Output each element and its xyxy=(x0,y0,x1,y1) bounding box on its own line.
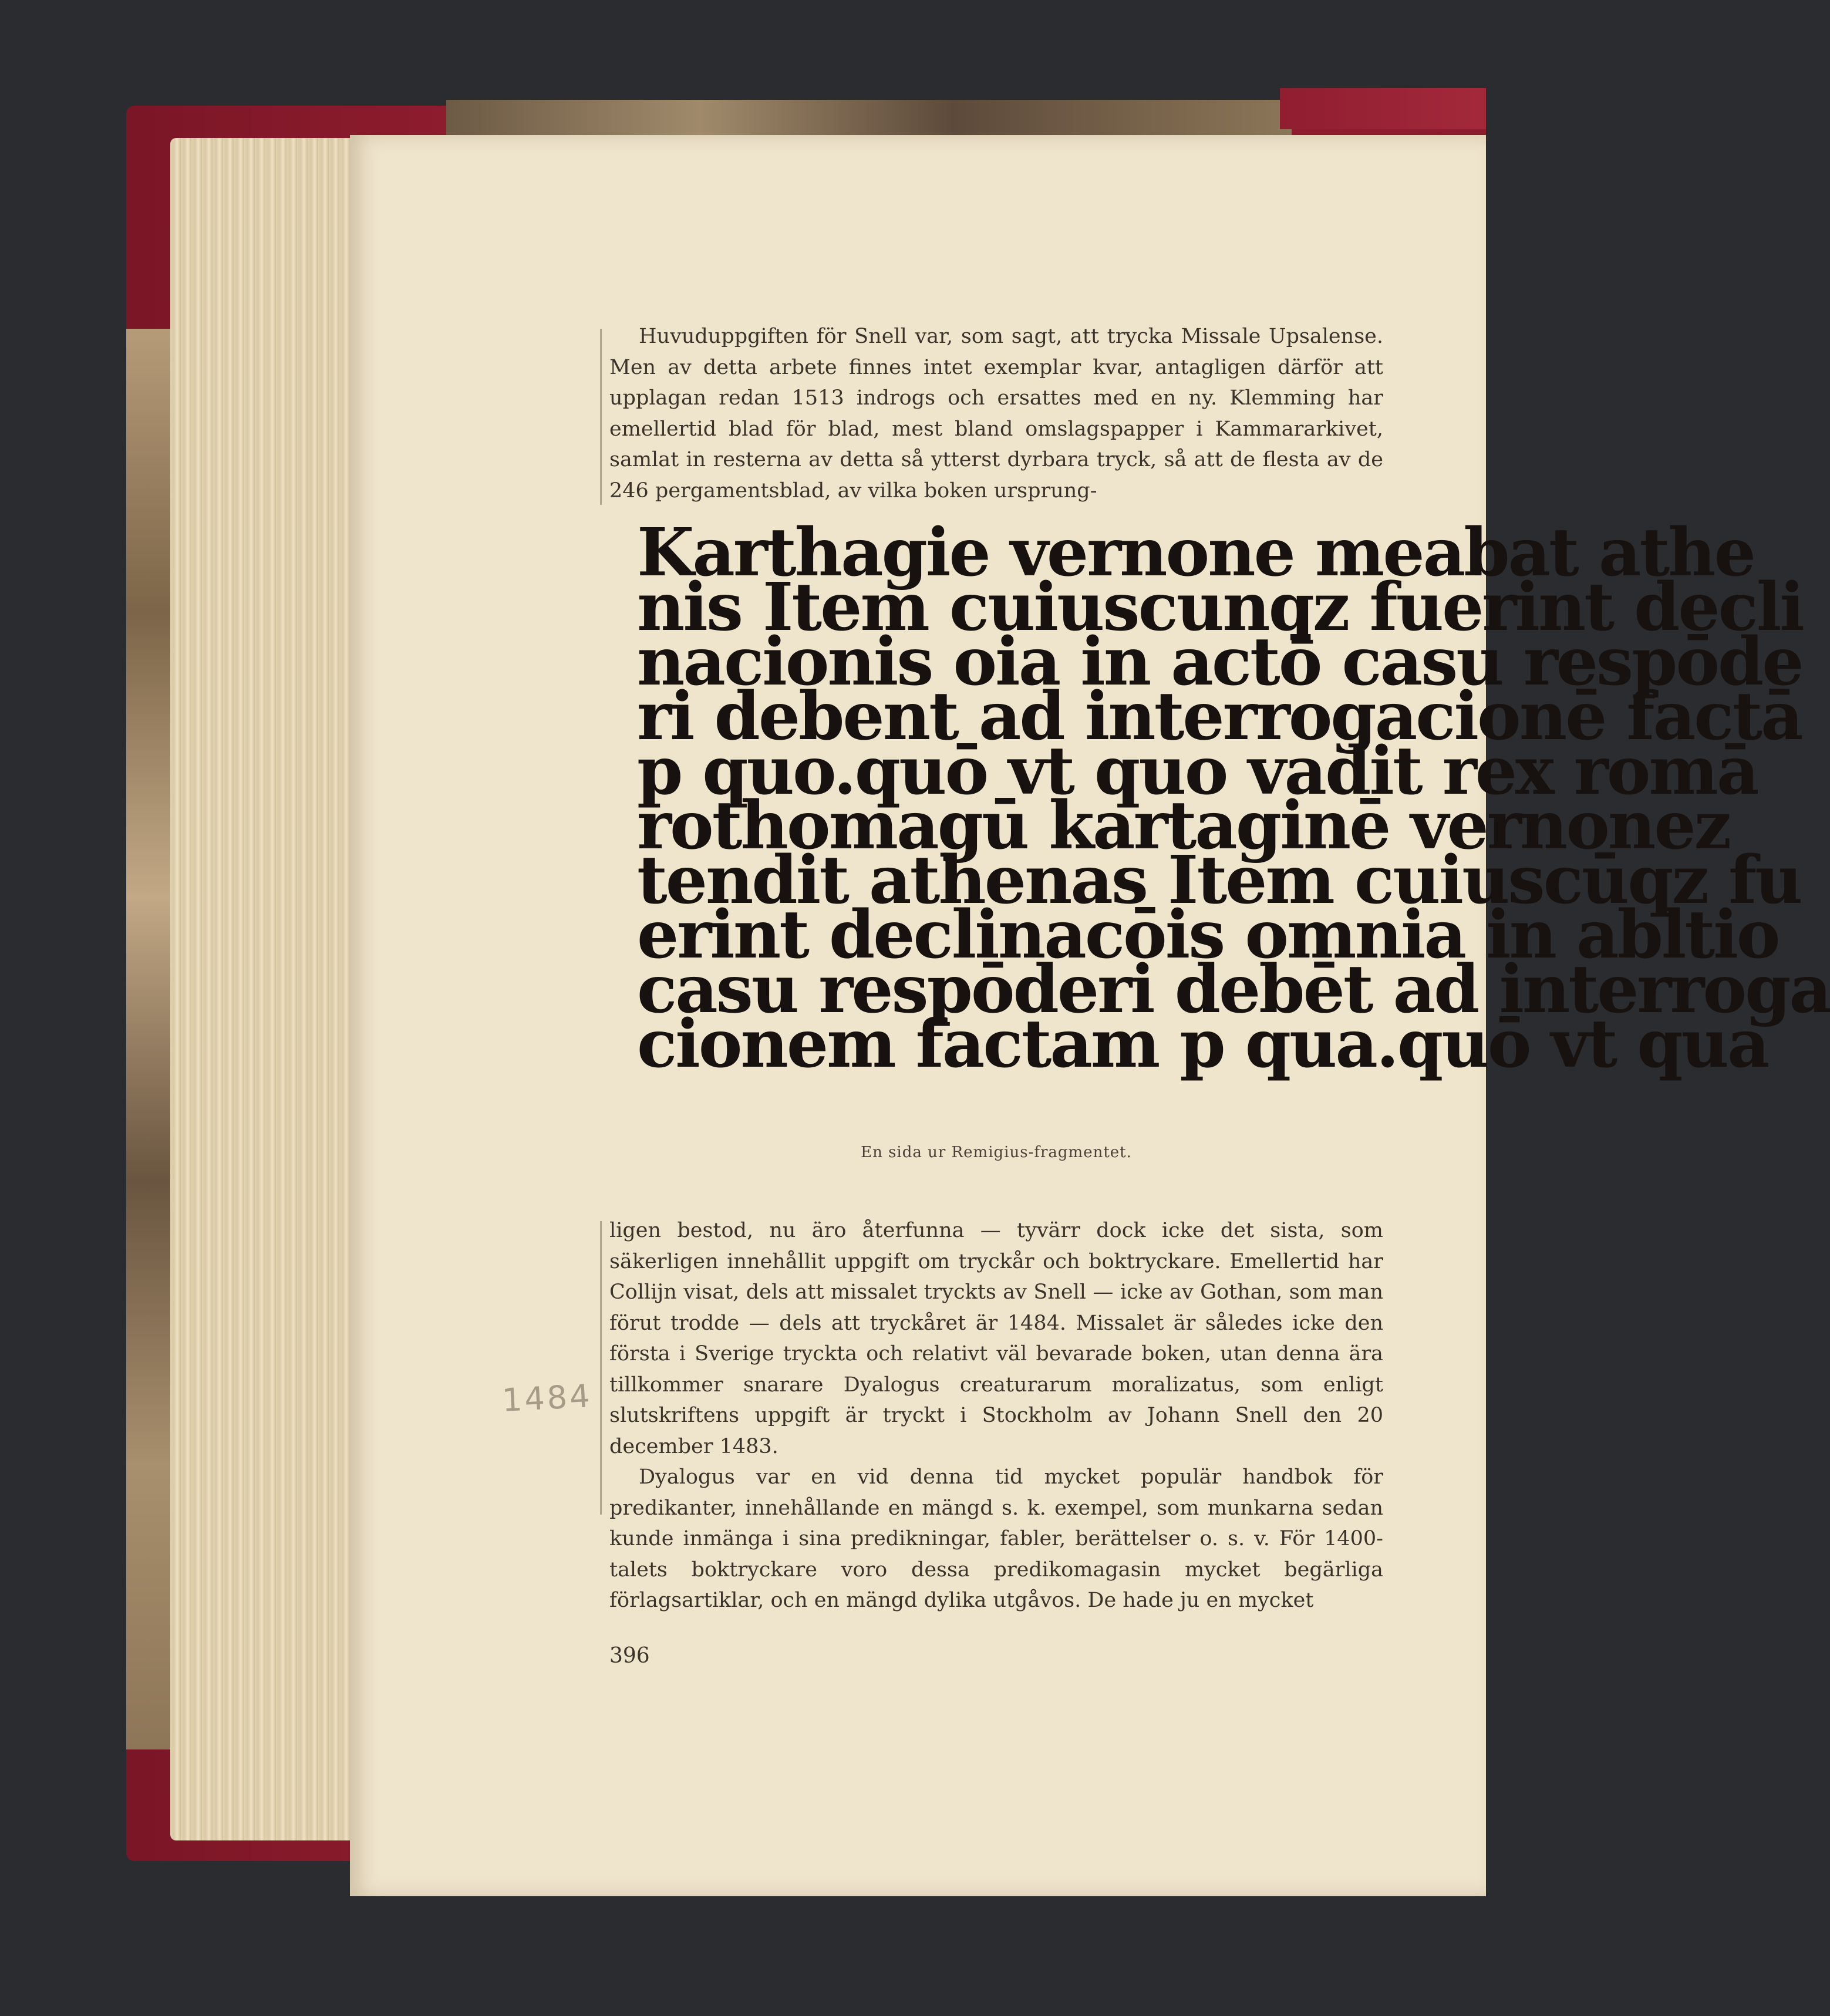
margin-pencil-line xyxy=(600,329,602,505)
page-block-edges xyxy=(170,138,364,1840)
remigius-fragment-image xyxy=(637,514,1830,1129)
paragraph-bottom-1: ligen bestod, nu äro återfunna — tyvärr dock icke det sista, som säkerligen innehållit uppgift om tryckår och boktryckare. Emellertid har Collijn visat, dels att missalet tryckts av Snell — icke av Gothan, som man förut trodde — dels att tryckåret är 1484. Missalet är således icke den första i Sverige tryckta och relativt väl bevarade boken, utan denna ära tillkommer snarare Dyalogus creaturarum moralizatus, som enligt slutskriftens uppgift är tryckt i Stockholm av Johann Snell den 20 december 1483. xyxy=(609,1219,1383,1458)
fragment-line: nis Item cuiuscunqz fuerint decli xyxy=(637,569,1803,646)
fragment-line: p quo.quō vt quo vadit rex romā xyxy=(637,733,1758,810)
paragraph-top: Huvuduppgiften för Snell var, som sagt, att trycka Missale Upsalense. Men av detta arbete finnes intet exemplar kvar, antagligen därför att upplagan redan 1513 indrogs och ersattes med en ny. Klemming har emellertid blad för blad, mest bland omslagspapper i Kammararkivet, samlat in resterna av detta så ytterst dyrbara tryck, så att de flesta av de 246 pergamentsblad, av vilka boken ursprung- xyxy=(609,325,1383,503)
fragment-line: ri debent ad interrogacionē factā xyxy=(637,678,1802,755)
paragraph-bottom-2: Dyalogus var en vid denna tid mycket populär handbok för predikanter, innehållande en mängd s. k. exempel, som munkarna sedan kunde inmänga i sina predikningar, fabler, berättelser o. s. v. För 1400-talets boktryckare voro dessa predikomagasin mycket begärliga förlagsartiklar, och en mängd dylika utgåvos. De hade ju en mycket xyxy=(609,1465,1383,1612)
fragment-line: erint declinacōis omnia in abltio xyxy=(637,896,1779,973)
fragment-line: nacionis oia in actō casu respōde xyxy=(637,623,1802,700)
page-number: 396 xyxy=(609,1644,650,1668)
fragment-line: tendit athenas Item cuiuscūqz fu xyxy=(637,842,1801,919)
pencil-margin-note: 1484 xyxy=(501,1377,593,1419)
marbled-endpaper-top xyxy=(446,100,1292,135)
cover-edge-top-right xyxy=(1280,88,1486,129)
fragment-line: cionem factam p qua.quō vt qua xyxy=(637,1006,1768,1083)
figure-caption: En sida ur Remigius-fragmentet. xyxy=(861,1144,1132,1161)
body-text-bottom xyxy=(609,1215,1383,1616)
fragment-line: casu respōderi debēt ad interroga xyxy=(637,951,1830,1028)
body-text-top xyxy=(609,321,1383,506)
fragment-line: rothomagū kartaginē vernonez xyxy=(637,787,1730,864)
fragment-line: Karthagie vernone meabat athe xyxy=(637,514,1754,591)
margin-pencil-line-lower xyxy=(600,1221,602,1515)
